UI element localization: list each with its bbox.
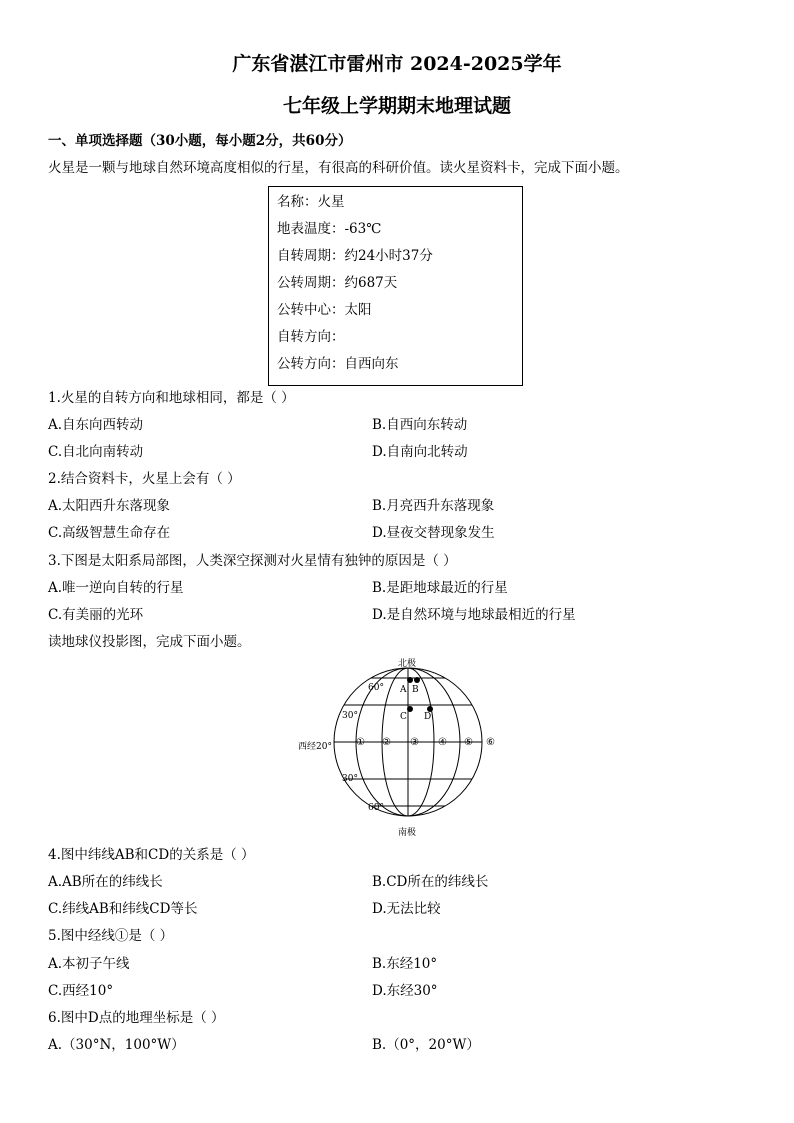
label-meridian-1: ① [356, 737, 365, 748]
q1-option-b[interactable]: B.自西向东转动 [372, 417, 468, 433]
q5-option-b[interactable]: B.东经10° [372, 956, 438, 972]
q5-option-c[interactable]: C.西经10° [48, 983, 114, 999]
card-revolution-center: 公转中心：太阳 [277, 302, 372, 318]
q2-option-b[interactable]: B.月亮西升东落现象 [372, 498, 495, 514]
label-lat-30s: 30° [342, 774, 358, 784]
label-point-b: B [412, 685, 419, 695]
q4-option-d[interactable]: D.无法比较 [372, 901, 441, 917]
q1-option-a[interactable]: A.自东向西转动 [48, 417, 144, 433]
point-c-dot [407, 706, 413, 712]
question-1-stem: 1.火星的自转方向和地球相同，都是（ ） [48, 390, 295, 406]
point-a-dot [407, 677, 413, 683]
question-6-stem: 6.图中D点的地理坐标是（ ） [48, 1010, 225, 1026]
label-lat-60n: 60° [368, 683, 384, 693]
section-heading: 一、单项选择题（30小题，每小题2分，共60分） [48, 133, 352, 149]
label-meridian-4: ④ [438, 737, 447, 748]
q4-option-c[interactable]: C.纬线AB和纬线CD等长 [48, 901, 198, 917]
page-title: 广东省湛江市雷州市 2024-2025学年 [232, 53, 562, 75]
q2-option-c[interactable]: C.高级智慧生命存在 [48, 525, 171, 541]
card-temperature: 地表温度：-63℃ [277, 221, 382, 237]
label-west-20: 西经20° [298, 742, 332, 752]
card-name: 名称：火星 [277, 194, 345, 210]
point-b-dot [414, 677, 420, 683]
q2-option-a[interactable]: A.太阳西升东落现象 [48, 498, 171, 514]
card-rotation-direction: 自转方向： [277, 329, 345, 345]
label-point-a: A [400, 685, 407, 695]
label-point-d: D [424, 712, 432, 722]
q5-option-a[interactable]: A.本初子午线 [48, 956, 130, 972]
globe-diagram [290, 656, 510, 840]
q1-option-d[interactable]: D.自南向北转动 [372, 444, 468, 460]
question-3-stem: 3.下图是太阳系局部图，人类深空探测对火星情有独钟的原因是（ ） [48, 553, 457, 569]
q3-option-a[interactable]: A.唯一逆向自转的行星 [48, 580, 184, 596]
label-meridian-2: ② [382, 737, 391, 748]
label-point-c: C [400, 712, 407, 722]
mars-info-card [268, 186, 523, 386]
label-south-pole: 南极 [398, 828, 417, 838]
q1-option-c[interactable]: C.自北向南转动 [48, 444, 144, 460]
q5-option-d[interactable]: D.东经30° [372, 983, 438, 999]
intro-globe: 读地球仪投影图，完成下面小题。 [48, 634, 251, 650]
label-north-pole: 北极 [398, 659, 417, 669]
label-lat-30n: 30° [342, 711, 358, 721]
label-meridian-5: ⑤ [464, 737, 473, 748]
q6-option-b[interactable]: B.（0°，20°W） [372, 1037, 480, 1053]
q6-option-a[interactable]: A.（30°N，100°W） [48, 1037, 185, 1053]
card-revolution-period: 公转周期：约687天 [277, 275, 398, 291]
q4-option-a[interactable]: A.AB所在的纬线长 [48, 874, 163, 890]
intro-mars: 火星是一颗与地球自然环境高度相似的行星，有很高的科研价值。读火星资料卡，完成下面小题。 [48, 160, 629, 176]
question-2-stem: 2.结合资料卡，火星上会有（ ） [48, 471, 241, 487]
label-lat-60s: 60° [368, 803, 384, 813]
page-subtitle: 七年级上学期期末地理试题 [282, 95, 511, 117]
label-meridian-6: ⑥ [486, 737, 495, 748]
question-5-stem: 5.图中经线①是（ ） [48, 928, 174, 944]
q3-option-c[interactable]: C.有美丽的光环 [48, 607, 144, 623]
q2-option-d[interactable]: D.昼夜交替现象发生 [372, 525, 495, 541]
q4-option-b[interactable]: B.CD所在的纬线长 [372, 874, 489, 890]
q3-option-d[interactable]: D.是自然环境与地球最相近的行星 [372, 607, 576, 623]
q3-option-b[interactable]: B.是距地球最近的行星 [372, 580, 508, 596]
question-4-stem: 4.图中纬线AB和CD的关系是（ ） [48, 847, 255, 863]
card-revolution-direction: 公转方向：自西向东 [277, 356, 399, 372]
card-rotation-period: 自转周期：约24小时37分 [277, 248, 433, 264]
label-meridian-3: ③ [410, 737, 419, 748]
